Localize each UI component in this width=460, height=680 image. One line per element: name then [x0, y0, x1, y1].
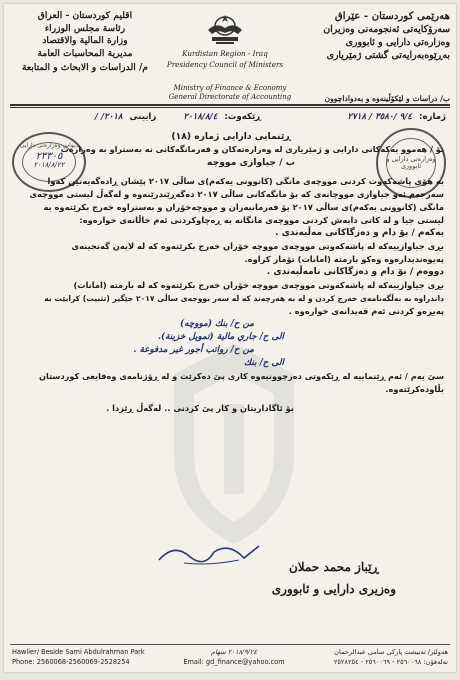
- letterhead-line: وزارة المالية والاقتصاد: [42, 35, 128, 46]
- letterhead-kurdish: [270, 10, 450, 62]
- ref-date-label: ڕێکەوت:: [224, 112, 262, 122]
- footer-email[interactable]: Email: gd_finance@yahoo.com: [183, 658, 285, 666]
- letterhead-arabic: [10, 10, 160, 75]
- section-three-title: سێ یەم / ئەم ڕێنماییە لە ڕێکەوتی دەرچوونیەوە کاری پێ دەکرێت و لە ڕۆژنامەی وەقایعی کوردستان: [39, 371, 444, 381]
- instruction-title: ڕێنمایی دارایی ژمارە (١٨): [171, 131, 291, 142]
- paragraph-line: بە هۆی پاشەکەوت کردنی مووچەی مانگی (کانوونی یەکەم)ی ساڵی ٢٠١٧ پێشان ڕادەگەیەنین کەوا: [47, 176, 444, 186]
- footer-english: [12, 647, 145, 667]
- subject-line: ب / جیاوازی مووچە: [207, 157, 295, 168]
- paragraph-line: پەیڕەو کردنی ئەم قەیدانەی خوارەوە .: [288, 306, 444, 316]
- footer-kurdish: [334, 647, 448, 667]
- ref-date2-label: زایینی: [129, 112, 157, 122]
- signature-scribble-icon: [154, 538, 264, 568]
- journal-entry: الى ح/ جاري مالية (تمويل خزينة).: [157, 332, 284, 342]
- letterhead-line: General Directorate of Accounting: [168, 93, 292, 101]
- paragraph-line: پەیوەندیدارەوە وەکو بارمتە (امانات) تۆمار کراوە.: [244, 254, 444, 264]
- letterhead-line: مديرية المحاسبات العامة: [37, 47, 133, 59]
- letterhead-arabic-sub: م/ الدراسات و الابحاث و المتابعة: [21, 62, 149, 73]
- journal-entry: من ح/ بنك (مووچە): [180, 319, 254, 329]
- document-page: [4, 4, 456, 672]
- recipient-line: بۆ / هەموو یەکەکانی دارایی و ژمێریاری لە وەزارەتەکان و فەرمانگەکانی نە بەستراو بە وەزارەت: [60, 144, 444, 154]
- letterhead-english: [165, 10, 285, 70]
- reference-line: [14, 112, 446, 128]
- paragraph-line: مانگی (کانوونی یەکەم)ی ساڵی ٢٠١٧ بۆ فەرمانبەران و مووچەخۆران و بەستراوە خەرج بکرێتەوە بە: [43, 202, 444, 212]
- paragraph-line: داندراوە بە بەڵگەنامەی خەرج کردن و لە بە هەرچەند کە لە سەر بووجەی ساڵی ٢٠١٧ جێگیر (تثبیت) کرابێت بە: [44, 294, 444, 303]
- section-two-title: دووەم / بۆ دام و دەزگاکانی نامەڵبەندی .: [266, 267, 444, 277]
- ref-number-label: ژمارە:: [419, 112, 446, 122]
- ref-number-value: ٩/٤ /٣٥٨٠ / ٢٧١٨: [347, 112, 413, 122]
- letterhead-line: وەزارەتی دارایی و ئابووری: [345, 37, 450, 48]
- footer-divider: [10, 644, 450, 645]
- letterhead-line: بەڕێوەبەرایەتی گشتی ژمێریاری: [326, 50, 450, 61]
- paragraph-line: بڕی جیاوازییەکە لە پاشەکەوتی مووچەی مووچە خۆران خەرج بکرێتەوە کە لە لایەن گەنجینەی: [71, 241, 444, 251]
- footer-address-kurdish: هەولێر/ تەنیشت پارکی سامی عبدالرحمان: [334, 648, 448, 656]
- letter-body: [18, 130, 444, 415]
- ref-date2-value: ٢٠١٨/ /: [94, 112, 123, 122]
- letterhead-english-foot: [160, 84, 300, 102]
- kurdistan-crest-icon: [202, 12, 248, 46]
- letterhead-line: Ministry of Finance & Economy: [173, 84, 287, 92]
- footer-handwritten-date: ٢٠١٨/٩/٢٤ سهام: [211, 648, 257, 656]
- signatory-name: ڕێباز محمد حملان: [288, 560, 379, 574]
- footer-phone: Phone: 2560068-2560069-2528254: [12, 658, 130, 666]
- closing-line: بۆ ئاگاداریتان و کار پێ کردنی .. لەگەڵ ڕێزدا .: [106, 403, 294, 413]
- section-one-title: یەکەم / بۆ دام و دەزگاکانی مەڵبەندی .: [275, 228, 444, 238]
- stamp-text: دیوانی وەزارەتی دارایی: [19, 142, 79, 149]
- letterhead-kurdish-sub: ب/ دراسات و لێکۆڵینەوە و بەدواداچوون: [324, 94, 450, 103]
- signature-block: [272, 556, 396, 600]
- letterhead: [10, 10, 450, 102]
- letterhead-line: رئاسة مجلس الوزراء: [44, 22, 126, 34]
- letterhead-line: سەرۆکایەتی ئەنجومەنی وەزیران: [323, 24, 450, 35]
- journal-entries: [18, 318, 444, 370]
- paragraph-line: بڕی جیاوازییەکە لە پاشەکەوتی مووچەی مووچە خۆران خەرج بکرێتەوە کە لە بارمتە (امانات): [73, 280, 444, 290]
- stamp-number: ٢٣٣٠٥: [35, 151, 63, 162]
- seal-text: وەزارەتی دارایی و ئابووری: [386, 155, 436, 170]
- footer-center: [174, 647, 294, 667]
- letterhead-line: Presidency Council of Ministers: [166, 60, 284, 69]
- letterhead-line: اقليم كوردستان - العراق: [37, 10, 133, 21]
- paragraph-line: لیستی جیا و لە کاتی دابەش کردنی مووچەی مانگانە بە ڕەچاوکردنی ئەم خاڵانەی خوارەوە:: [79, 215, 444, 225]
- ref-date-value: ٢٠١٨/٨/٤: [183, 112, 218, 122]
- journal-entry: الى ح/ بنك: [244, 358, 284, 368]
- letterhead-line: هەرێمی کوردستان - عێراق: [334, 10, 450, 22]
- paragraph-line: سەرجەم ئەو جیاوازی مووچانەی کە بۆ مانگەکانی ساڵی ٢٠١٧ دەگەڕێندرێنەوە و لەگەڵ لیستی مووچەی: [29, 189, 444, 199]
- header-divider: [10, 104, 450, 106]
- footer-address: Hawlier/ Beside Sami Abdulrahman Park: [12, 648, 145, 656]
- letterhead-line: Kurdistan Region - Iraq: [182, 49, 268, 58]
- signatory-title: وەزیری دارایی و ئابووری: [271, 582, 396, 596]
- journal-entry: من ح/ رواتب أجور غير مدفوعة .: [133, 345, 254, 355]
- paragraph-line: بڵاودەکرێتەوە.: [385, 384, 444, 394]
- stamp-date: ٢٠١٨/٨/٢٢: [33, 161, 65, 169]
- header-divider-thin: [10, 107, 450, 108]
- footer-phone-kurdish: تەلەفۆن: ٢٥٦٠٠٦٨ - ٢٥٦٠٠٦٩ - ٢٥٢٨٢٥٤: [333, 658, 448, 666]
